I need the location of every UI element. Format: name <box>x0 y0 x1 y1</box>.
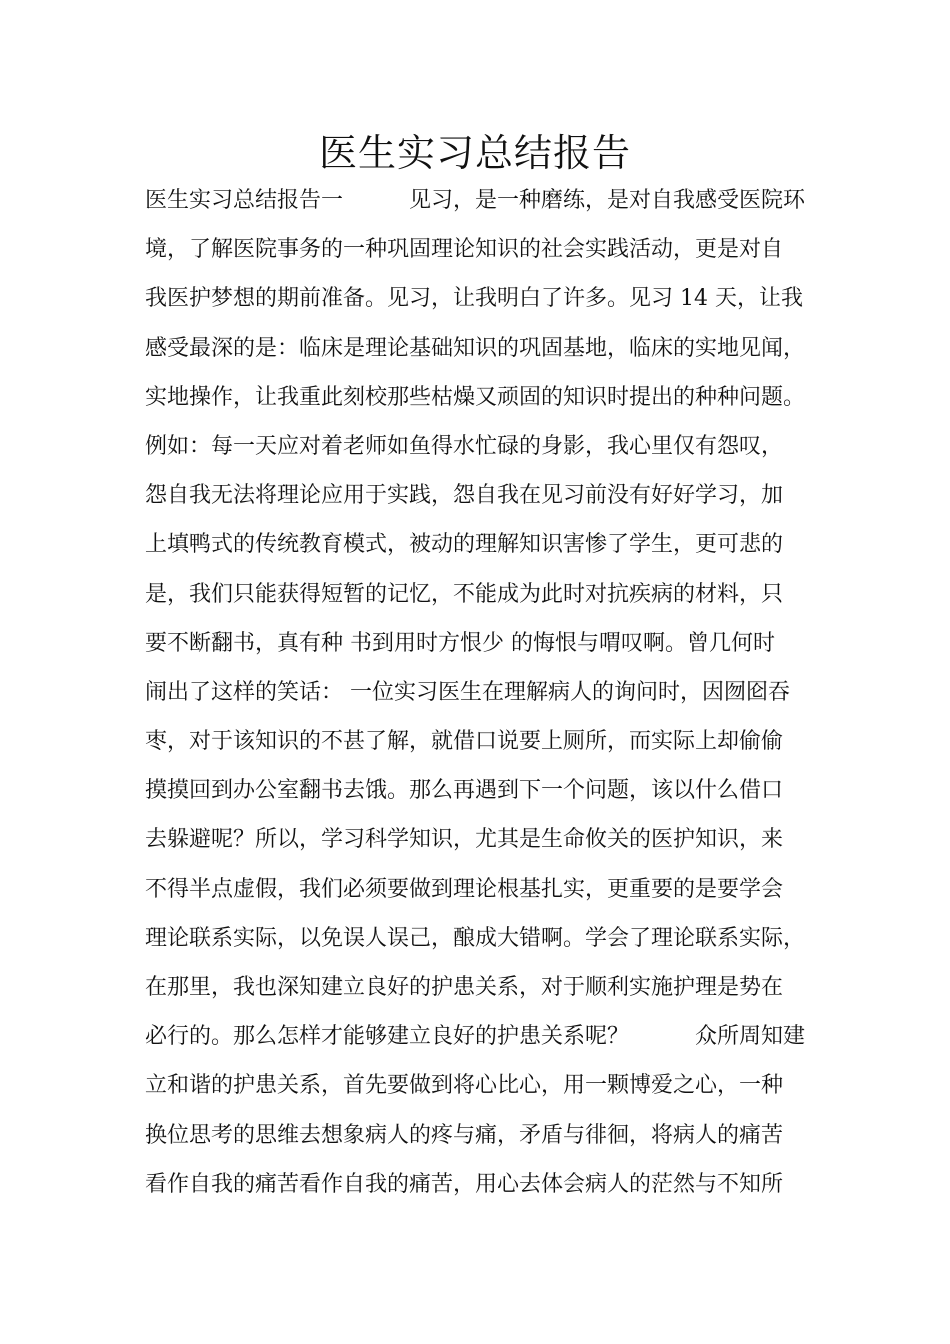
body-line: 是，我们只能获得短暂的记忆，不能成为此时对抗疾病的材料，只 <box>145 581 784 607</box>
body-line: 理论联系实际，以免误人误己，酿成大错啊。学会了理论联系实际， <box>145 925 806 951</box>
document-body <box>145 178 825 1211</box>
body-line: 摸摸回到办公室翻书去饿。那么再遇到下一个问题，该以什么借口 <box>145 778 784 804</box>
body-line: 必行的。那么怎样才能够建立良好的护患关系呢？ 众所周知建 <box>145 1024 806 1050</box>
body-line: 要不断翻书，真有种 书到用时方恨少 的悔恨与喟叹啊。曾几何时 <box>145 630 775 656</box>
body-line: 怨自我无法将理论应用于实践，怨自我在见习前没有好好学习，加 <box>145 483 784 509</box>
body-line: 例如：每一天应对着老师如鱼得水忙碌的身影，我心里仅有怨叹， <box>145 433 784 459</box>
body-line: 实地操作，让我重此刻校那些枯燥又顽固的知识时提出的种种问题。 <box>145 384 806 410</box>
body-line: 医生实习总结报告一 见习，是一种磨练，是对自我感受医院环 <box>145 188 806 213</box>
body-line: 闹出了这样的笑话： 一位实习医生在理解病人的询问时，因囫囵吞 <box>145 679 790 705</box>
document-title: 医生实习总结报告 <box>318 131 631 175</box>
body-line: 立和谐的护患关系，首先要做到将心比心，用一颗博爱之心，一种 <box>145 1073 784 1099</box>
body-line: 换位思考的思维去想象病人的疼与痛，矛盾与徘徊，将病人的痛苦 <box>145 1122 784 1148</box>
body-line: 上填鸭式的传统教育模式，被动的理解知识害惨了学生，更可悲的 <box>145 532 784 558</box>
body-line: 看作自我的痛苦看作自我的痛苦，用心去体会病人的茫然与不知所 <box>145 1171 784 1197</box>
body-line: 去躲避呢？所以，学习科学知识，尤其是生命攸关的医护知识，来 <box>145 827 784 853</box>
body-line: 我医护梦想的期前准备。见习，让我明白了许多。见习 14 天，让我 <box>145 286 803 312</box>
body-line: 在那里，我也深知建立良好的护患关系，对于顺利实施护理是势在 <box>145 975 784 1000</box>
body-line: 感受最深的是：临床是理论基础知识的巩固基地，临床的实地见闻， <box>145 335 806 361</box>
body-line: 不得半点虚假，我们必须要做到理论根基扎实，更重要的是要学会 <box>145 876 784 902</box>
body-line: 境，了解医院事务的一种巩固理论知识的社会实践活动，更是对自 <box>145 237 784 263</box>
body-line: 枣，对于该知识的不甚了解，就借口说要上厕所，而实际上却偷偷 <box>145 729 784 755</box>
